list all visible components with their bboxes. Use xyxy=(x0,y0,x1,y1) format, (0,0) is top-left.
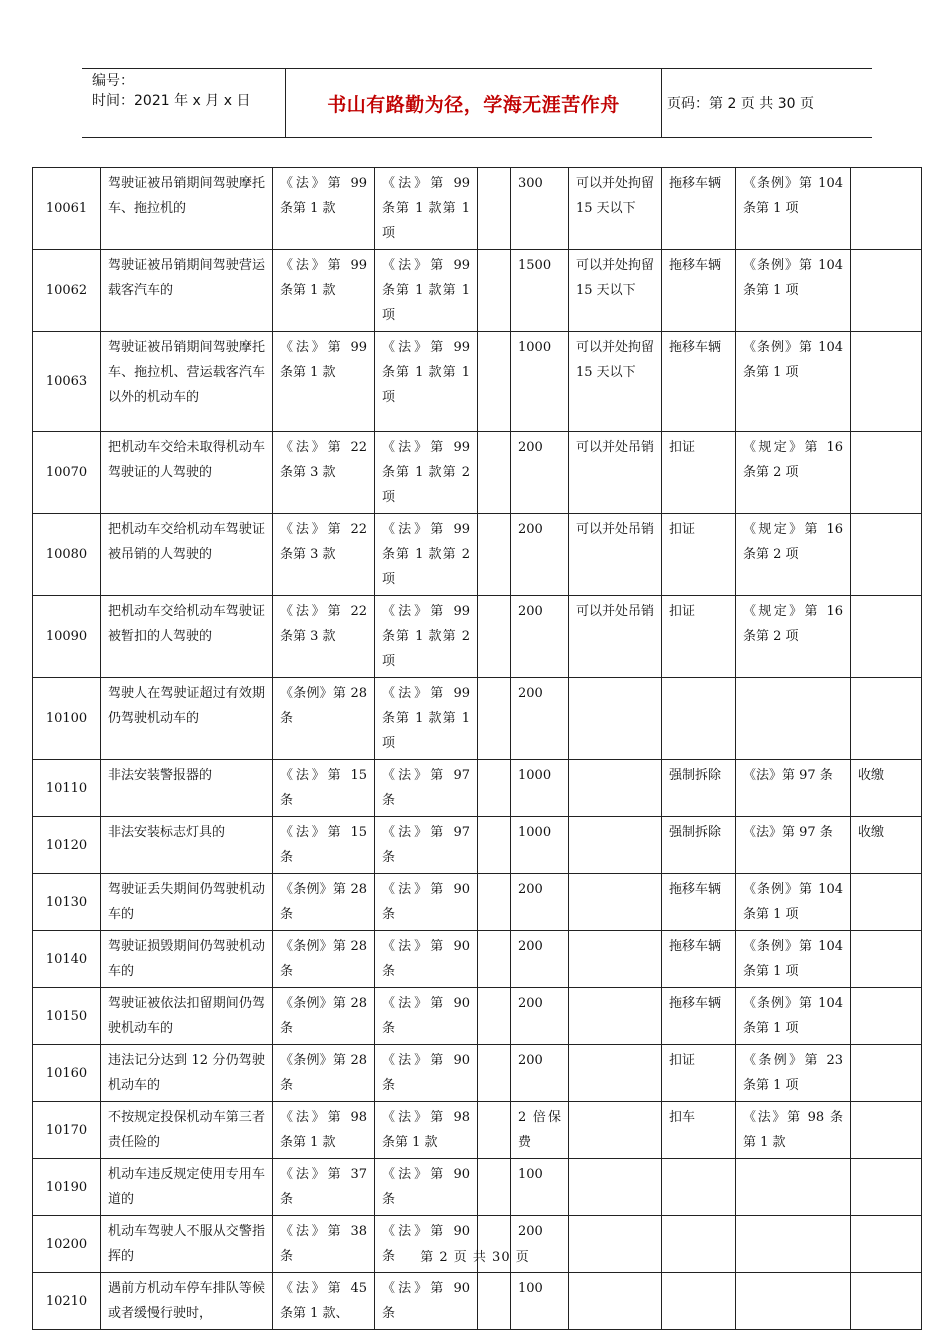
description-cell: 驾驶证被依法扣留期间仍驾驶机动车的 xyxy=(101,988,273,1045)
measure-basis-cell xyxy=(736,678,851,760)
blank-cell xyxy=(478,678,511,760)
table-row xyxy=(33,1102,922,1159)
penalty-basis-cell: 《法》第 99 条第 1 款第 1 项 xyxy=(375,678,478,760)
code-cell: 10070 xyxy=(33,432,101,514)
regulation-basis-cell: 《法》第 98 条第 1 款 xyxy=(273,1102,375,1159)
fine-amount-cell: 200 xyxy=(511,678,569,760)
code-cell: 10190 xyxy=(33,1159,101,1216)
penalty-basis-cell: 《法》第 98 条第 1 款 xyxy=(375,1102,478,1159)
fine-amount-cell: 200 xyxy=(511,596,569,678)
measure-basis-cell: 《条例》第 23 条第 1 项 xyxy=(736,1045,851,1102)
description-cell: 驾驶证被吊销期间驾驶摩托车、拖拉机、营运载客汽车以外的机动车的 xyxy=(101,332,273,432)
table-row xyxy=(33,250,922,332)
fine-amount-cell: 1000 xyxy=(511,332,569,432)
regulation-basis-cell: 《法》第 99 条第 1 款 xyxy=(273,332,375,432)
blank-cell xyxy=(478,168,511,250)
regulation-basis-cell: 《法》第 15 条 xyxy=(273,760,375,817)
table-row xyxy=(33,596,922,678)
penalty-basis-cell: 《法》第 90 条 xyxy=(375,1273,478,1330)
enforcement-measure-cell: 扣证 xyxy=(662,432,736,514)
fine-amount-cell: 1000 xyxy=(511,760,569,817)
header-page-label: 页码：第 2 页 共 30 页 xyxy=(667,96,814,112)
regulation-basis-cell: 《条例》第 28 条 xyxy=(273,1045,375,1102)
penalty-basis-cell: 《法》第 90 条 xyxy=(375,874,478,931)
description-cell: 机动车驾驶人不服从交警指挥的 xyxy=(101,1216,273,1273)
penalty-basis-cell: 《法》第 90 条 xyxy=(375,988,478,1045)
additional-penalty-cell: 可以并处吊销 xyxy=(569,432,662,514)
description-cell: 把机动车交给未取得机动车驾驶证的人驾驶的 xyxy=(101,432,273,514)
remark-cell xyxy=(851,1045,922,1102)
penalty-basis-cell: 《法》第 99 条第 1 款第 2 项 xyxy=(375,596,478,678)
remark-cell xyxy=(851,678,922,760)
remark-cell xyxy=(851,931,922,988)
blank-cell xyxy=(478,1045,511,1102)
additional-penalty-cell: 可以并处拘留 15 天以下 xyxy=(569,250,662,332)
blank-cell xyxy=(478,760,511,817)
table-row xyxy=(33,874,922,931)
additional-penalty-cell xyxy=(569,874,662,931)
penalty-basis-cell: 《法》第 97 条 xyxy=(375,817,478,874)
table-row xyxy=(33,432,922,514)
fine-amount-cell: 200 xyxy=(511,514,569,596)
fine-amount-cell: 200 xyxy=(511,874,569,931)
enforcement-measure-cell xyxy=(662,678,736,760)
regulation-basis-cell: 《条例》第 28 条 xyxy=(273,678,375,760)
penalty-basis-cell: 《法》第 99 条第 1 款第 2 项 xyxy=(375,432,478,514)
penalty-basis-cell: 《法》第 99 条第 1 款第 1 项 xyxy=(375,250,478,332)
description-cell: 驾驶证损毁期间仍驾驶机动车的 xyxy=(101,931,273,988)
enforcement-measure-cell: 拖移车辆 xyxy=(662,168,736,250)
additional-penalty-cell: 可以并处吊销 xyxy=(569,514,662,596)
blank-cell xyxy=(478,931,511,988)
regulation-basis-cell: 《法》第 37 条 xyxy=(273,1159,375,1216)
remark-cell xyxy=(851,432,922,514)
code-cell: 10100 xyxy=(33,678,101,760)
penalty-basis-cell: 《法》第 99 条第 1 款第 2 项 xyxy=(375,514,478,596)
table-row xyxy=(33,514,922,596)
doc-number-label: 编号： xyxy=(92,73,134,89)
fine-amount-cell: 200 xyxy=(511,988,569,1045)
penalty-basis-cell: 《法》第 90 条 xyxy=(375,1159,478,1216)
enforcement-measure-cell: 拖移车辆 xyxy=(662,332,736,432)
remark-cell xyxy=(851,168,922,250)
regulation-basis-cell: 《条例》第 28 条 xyxy=(273,874,375,931)
blank-cell xyxy=(478,432,511,514)
regulation-basis-cell: 《法》第 99 条第 1 款 xyxy=(273,250,375,332)
blank-cell xyxy=(478,874,511,931)
fine-amount-cell: 200 xyxy=(511,931,569,988)
regulation-basis-cell: 《法》第 45 条第 1 款、 xyxy=(273,1273,375,1330)
remark-cell xyxy=(851,250,922,332)
code-cell: 10062 xyxy=(33,250,101,332)
code-cell: 10140 xyxy=(33,931,101,988)
measure-basis-cell: 《规定》第 16 条第 2 项 xyxy=(736,514,851,596)
fine-amount-cell: 1500 xyxy=(511,250,569,332)
measure-basis-cell: 《条例》第 104 条第 1 项 xyxy=(736,332,851,432)
remark-cell: 收缴 xyxy=(851,817,922,874)
table-row xyxy=(33,678,922,760)
code-cell: 10170 xyxy=(33,1102,101,1159)
code-cell: 10160 xyxy=(33,1045,101,1102)
blank-cell xyxy=(478,1273,511,1330)
regulation-basis-cell: 《法》第 15 条 xyxy=(273,817,375,874)
remark-cell xyxy=(851,596,922,678)
enforcement-measure-cell: 强制拆除 xyxy=(662,760,736,817)
regulation-basis-cell: 《法》第 22 条第 3 款 xyxy=(273,432,375,514)
code-cell: 10063 xyxy=(33,332,101,432)
remark-cell xyxy=(851,1159,922,1216)
blank-cell xyxy=(478,988,511,1045)
penalty-basis-cell: 《法》第 90 条 xyxy=(375,931,478,988)
fine-amount-cell: 200 xyxy=(511,432,569,514)
fine-amount-cell: 300 xyxy=(511,168,569,250)
description-cell: 把机动车交给机动车驾驶证被暂扣的人驾驶的 xyxy=(101,596,273,678)
page-header xyxy=(82,68,872,138)
measure-basis-cell xyxy=(736,1273,851,1330)
fine-amount-cell: 1000 xyxy=(511,817,569,874)
description-cell: 驾驶证丢失期间仍驾驶机动车的 xyxy=(101,874,273,931)
enforcement-measure-cell: 拖移车辆 xyxy=(662,250,736,332)
penalty-basis-cell: 《法》第 97 条 xyxy=(375,760,478,817)
fine-amount-cell: 200 xyxy=(511,1216,569,1273)
enforcement-measure-cell: 扣证 xyxy=(662,1045,736,1102)
remark-cell xyxy=(851,1273,922,1330)
measure-basis-cell: 《条例》第 104 条第 1 项 xyxy=(736,931,851,988)
table-row xyxy=(33,1273,922,1330)
enforcement-measure-cell: 扣车 xyxy=(662,1102,736,1159)
description-cell: 遇前方机动车停车排队等候或者缓慢行驶时， xyxy=(101,1273,273,1330)
additional-penalty-cell xyxy=(569,1045,662,1102)
code-cell: 10210 xyxy=(33,1273,101,1330)
regulation-basis-cell: 《法》第 99 条第 1 款 xyxy=(273,168,375,250)
code-cell: 10150 xyxy=(33,988,101,1045)
measure-basis-cell: 《条例》第 104 条第 1 项 xyxy=(736,250,851,332)
fine-amount-cell: 100 xyxy=(511,1159,569,1216)
description-cell: 非法安装警报器的 xyxy=(101,760,273,817)
code-cell: 10061 xyxy=(33,168,101,250)
code-cell: 10120 xyxy=(33,817,101,874)
code-cell: 10090 xyxy=(33,596,101,678)
description-cell: 机动车违反规定使用专用车道的 xyxy=(101,1159,273,1216)
additional-penalty-cell xyxy=(569,1159,662,1216)
table-row xyxy=(33,760,922,817)
enforcement-measure-cell: 扣证 xyxy=(662,514,736,596)
table-row xyxy=(33,1159,922,1216)
regulation-basis-cell: 《条例》第 28 条 xyxy=(273,988,375,1045)
regulation-basis-cell: 《法》第 22 条第 3 款 xyxy=(273,514,375,596)
description-cell: 驾驶证被吊销期间驾驶摩托车、拖拉机的 xyxy=(101,168,273,250)
date-label: 时间：2021 年 x 月 x 日 xyxy=(92,93,251,109)
description-cell: 把机动车交给机动车驾驶证被吊销的人驾驶的 xyxy=(101,514,273,596)
code-cell: 10130 xyxy=(33,874,101,931)
additional-penalty-cell xyxy=(569,931,662,988)
page-footer: 第 2 页 共 30 页 xyxy=(420,1250,530,1265)
measure-basis-cell: 《规定》第 16 条第 2 项 xyxy=(736,432,851,514)
enforcement-measure-cell xyxy=(662,1273,736,1330)
code-cell: 10200 xyxy=(33,1216,101,1273)
additional-penalty-cell: 可以并处拘留 15 天以下 xyxy=(569,168,662,250)
regulation-basis-cell: 《法》第 22 条第 3 款 xyxy=(273,596,375,678)
enforcement-measure-cell xyxy=(662,1159,736,1216)
blank-cell xyxy=(478,596,511,678)
additional-penalty-cell xyxy=(569,988,662,1045)
remark-cell: 收缴 xyxy=(851,760,922,817)
blank-cell xyxy=(478,1159,511,1216)
blank-cell xyxy=(478,514,511,596)
additional-penalty-cell xyxy=(569,678,662,760)
description-cell: 非法安装标志灯具的 xyxy=(101,817,273,874)
code-cell: 10080 xyxy=(33,514,101,596)
description-cell: 驾驶证被吊销期间驾驶营运载客汽车的 xyxy=(101,250,273,332)
header-info xyxy=(92,71,287,111)
enforcement-measure-cell: 拖移车辆 xyxy=(662,874,736,931)
table-row xyxy=(33,332,922,432)
remark-cell xyxy=(851,332,922,432)
fine-amount-cell: 2 倍保费 xyxy=(511,1102,569,1159)
description-cell: 驾驶人在驾驶证超过有效期仍驾驶机动车的 xyxy=(101,678,273,760)
measure-basis-cell: 《法》第 97 条 xyxy=(736,760,851,817)
remark-cell xyxy=(851,514,922,596)
penalty-basis-cell: 《法》第 99 条第 1 款第 1 项 xyxy=(375,168,478,250)
code-cell: 10110 xyxy=(33,760,101,817)
table-row xyxy=(33,931,922,988)
measure-basis-cell: 《条例》第 104 条第 1 项 xyxy=(736,988,851,1045)
penalty-basis-cell: 《法》第 90 条 xyxy=(375,1045,478,1102)
penalty-basis-cell: 《法》第 99 条第 1 款第 1 项 xyxy=(375,332,478,432)
remark-cell xyxy=(851,1102,922,1159)
additional-penalty-cell: 可以并处拘留 15 天以下 xyxy=(569,332,662,432)
blank-cell xyxy=(478,332,511,432)
blank-cell xyxy=(478,1102,511,1159)
measure-basis-cell: 《条例》第 104 条第 1 项 xyxy=(736,168,851,250)
measure-basis-cell: 《法》第 98 条第 1 款 xyxy=(736,1102,851,1159)
regulation-basis-cell: 《条例》第 28 条 xyxy=(273,931,375,988)
table-row xyxy=(33,168,922,250)
blank-cell xyxy=(478,250,511,332)
table-row xyxy=(33,817,922,874)
enforcement-measure-cell: 强制拆除 xyxy=(662,817,736,874)
additional-penalty-cell xyxy=(569,760,662,817)
regulation-basis-cell: 《法》第 38 条 xyxy=(273,1216,375,1273)
measure-basis-cell: 《规定》第 16 条第 2 项 xyxy=(736,596,851,678)
enforcement-measure-cell: 拖移车辆 xyxy=(662,931,736,988)
additional-penalty-cell xyxy=(569,1273,662,1330)
additional-penalty-cell xyxy=(569,1102,662,1159)
header-motto: 书山有路勤为径，学海无涯苦作舟 xyxy=(285,69,662,137)
violations-table xyxy=(32,167,922,1330)
blank-cell xyxy=(478,817,511,874)
remark-cell xyxy=(851,874,922,931)
enforcement-measure-cell: 扣证 xyxy=(662,596,736,678)
description-cell: 不按规定投保机动车第三者责任险的 xyxy=(101,1102,273,1159)
remark-cell xyxy=(851,988,922,1045)
table-row xyxy=(33,988,922,1045)
measure-basis-cell: 《法》第 97 条 xyxy=(736,817,851,874)
description-cell: 违法记分达到 12 分仍驾驶机动车的 xyxy=(101,1045,273,1102)
penalty-basis-cell: 《法》第 90 条 xyxy=(375,1216,478,1273)
measure-basis-cell: 《条例》第 104 条第 1 项 xyxy=(736,874,851,931)
measure-basis-cell xyxy=(736,1159,851,1216)
violations-table-body xyxy=(33,168,922,1330)
table-row xyxy=(33,1045,922,1102)
additional-penalty-cell xyxy=(569,817,662,874)
fine-amount-cell: 100 xyxy=(511,1273,569,1330)
additional-penalty-cell: 可以并处吊销 xyxy=(569,596,662,678)
enforcement-measure-cell: 拖移车辆 xyxy=(662,988,736,1045)
fine-amount-cell: 200 xyxy=(511,1045,569,1102)
